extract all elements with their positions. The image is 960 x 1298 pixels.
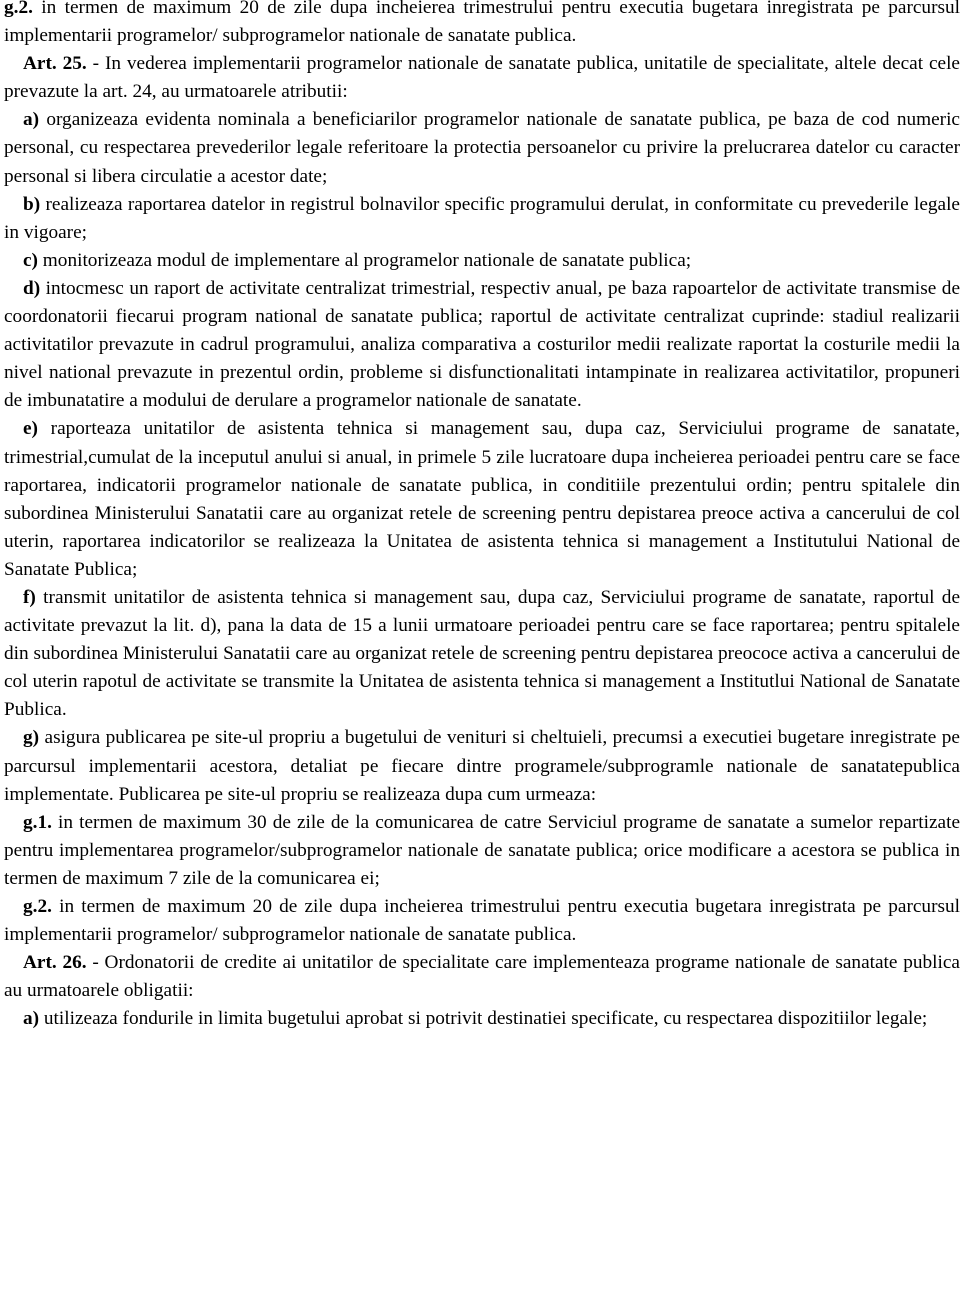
paragraph-label: a) <box>23 1008 40 1030</box>
paragraph-label: e) <box>23 418 38 440</box>
paragraph-g2-continued <box>4 0 960 50</box>
paragraph-label: d) <box>23 277 41 299</box>
paragraph-g <box>4 724 960 808</box>
article-text: - Ordonatorii de credite ai unitatilor de specialitate care implementeaza programe nationale de sanatate publica au urmatoarele obligatii: <box>4 952 960 1002</box>
paragraph-label: g.2. <box>4 0 33 18</box>
paragraph-label: c) <box>23 249 38 271</box>
paragraph-text: organizeaza evidenta nominala a beneficiarilor programelor nationale de sanatate publica, pe baza de cod numeric personal, cu respectarea prevederilor legale referitoare la protectia persoanelor cu privire la prelucrarea datelor cu caracter personal si libera circulatie a acestor date; <box>4 109 960 187</box>
paragraph-text: in termen de maximum 20 de zile dupa incheierea trimestrului pentru executia bugetara inregistrata pe parcursul implementarii programelor/ subprogramelor nationale de sanatate publica. <box>4 896 960 946</box>
paragraph-text: in termen de maximum 20 de zile dupa incheierea trimestrului pentru executia bugetara inregistrata pe parcursul implementarii programelor/ subprogramelor nationale de sanatate publica. <box>4 0 960 47</box>
paragraph-text: raporteaza unitatilor de asistenta tehnica si management sau, dupa caz, Serviciului programe de sanatate, trimestrial,cumulat de la inceputul anului si anual, in primele 5 zile lucratoare dupa incheierea perioadei pentru care se face raportarea, indicatorii programelor nationale de sanatate publica, in conditiile prezentului ordin; pentru spitalele din subordinea Ministerului Sanatatii care au organizat retele de screening pentru depistarea preoce activa a cancerului de col uterin, raportarea indicatorilor se realizeaza la Unitatea de asistenta tehnica si management a Institutului National de Sanatate Publica; <box>4 418 960 580</box>
paragraph-text: transmit unitatilor de asistenta tehnica si management sau, dupa caz, Serviciului programe de sanatate, raportul de activitate prevazut la lit. d), pana la data de 15 a lunii urmatoare perioadei pentru care se face raportarea; pentru spitalele din subordinea Ministerului Sanatatii care au organizat retele de screening pentru depistarea preococe activa a cancerului de col uterin rapotul de activitate se transmite la Unitatea de asistenta tehnica si management a Institutlui National de Sanatate Publica. <box>4 586 960 721</box>
article-text: - In vederea implementarii programelor nationale de sanatate publica, unitatile de specialitate, altele decat cele prevazute la art. 24, au urmatoarele atributii: <box>4 53 960 103</box>
paragraph-d <box>4 275 960 415</box>
paragraph-label: g.1. <box>23 811 52 833</box>
paragraph-label: g.2. <box>23 896 52 917</box>
paragraph-text: realizeaza raportarea datelor in registrul bolnavilor specific programului derulat, in conformitate cu prevederile legale in vigoare; <box>4 193 960 243</box>
article-25-heading <box>4 50 960 106</box>
article-26-paragraph-a <box>4 1005 960 1033</box>
paragraph-text: utilizeaza fondurile in limita bugetului aprobat si potrivit destinatiei specificate, cu respectarea dispozitiilor legale; <box>39 1008 928 1030</box>
paragraph-a <box>4 106 960 190</box>
paragraph-e <box>4 415 960 584</box>
paragraph-f <box>4 584 960 724</box>
paragraph-b <box>4 191 960 247</box>
paragraph-g2 <box>4 893 960 949</box>
paragraph-label: f) <box>23 586 36 608</box>
paragraph-label: b) <box>23 193 41 215</box>
paragraph-text: monitorizeaza modul de implementare al programelor nationale de sanatate publica; <box>37 249 692 271</box>
paragraph-label: g) <box>23 727 40 749</box>
paragraph-label: a) <box>23 109 40 131</box>
article-label: Art. 25. <box>23 53 87 75</box>
article-26-heading <box>4 949 960 1005</box>
article-label: Art. 26. <box>23 952 87 974</box>
paragraph-text: asigura publicarea pe site-ul propriu a bugetului de venituri si cheltuieli, precumsi a executiei bugetare inregistrate pe parcursul implementarii acestora, detaliat pe fiecare dintre programele/subprogramle nationale de sanatatepublica implementate. Publicarea pe site-ul propriu se realizeaza dupa cum urmeaza: <box>4 727 960 805</box>
paragraph-text: intocmesc un raport de activitate centralizat trimestrial, respectiv anual, pe baza rapoartelor de activitate transmise de coordonatorii fiecarui program national de sanatate publica; raportul de activitate centralizat cuprinde: stadiul realizarii activitatilor prevazute in cadrul programului, analiza comparativa a costurilor medii realizate raportat la costurile medii la nivel national prevazute in prezentul ordin, probleme si disfunctionalitati intampinate in realizarea activitatilor, propuneri de imbunatatire a modului de derulare a programelor nationale de sanatate. <box>4 277 960 412</box>
paragraph-text: in termen de maximum 30 de zile de la comunicarea de catre Serviciul programe de sanatate a sumelor repartizate pentru implementarea programelor/subprogramelor nationale de sanatate publica; orice modificare a acestora se publica in termen de maximum 7 zile de la comunicarea ei; <box>4 811 960 889</box>
paragraph-c <box>4 247 960 275</box>
paragraph-g1 <box>4 809 960 893</box>
